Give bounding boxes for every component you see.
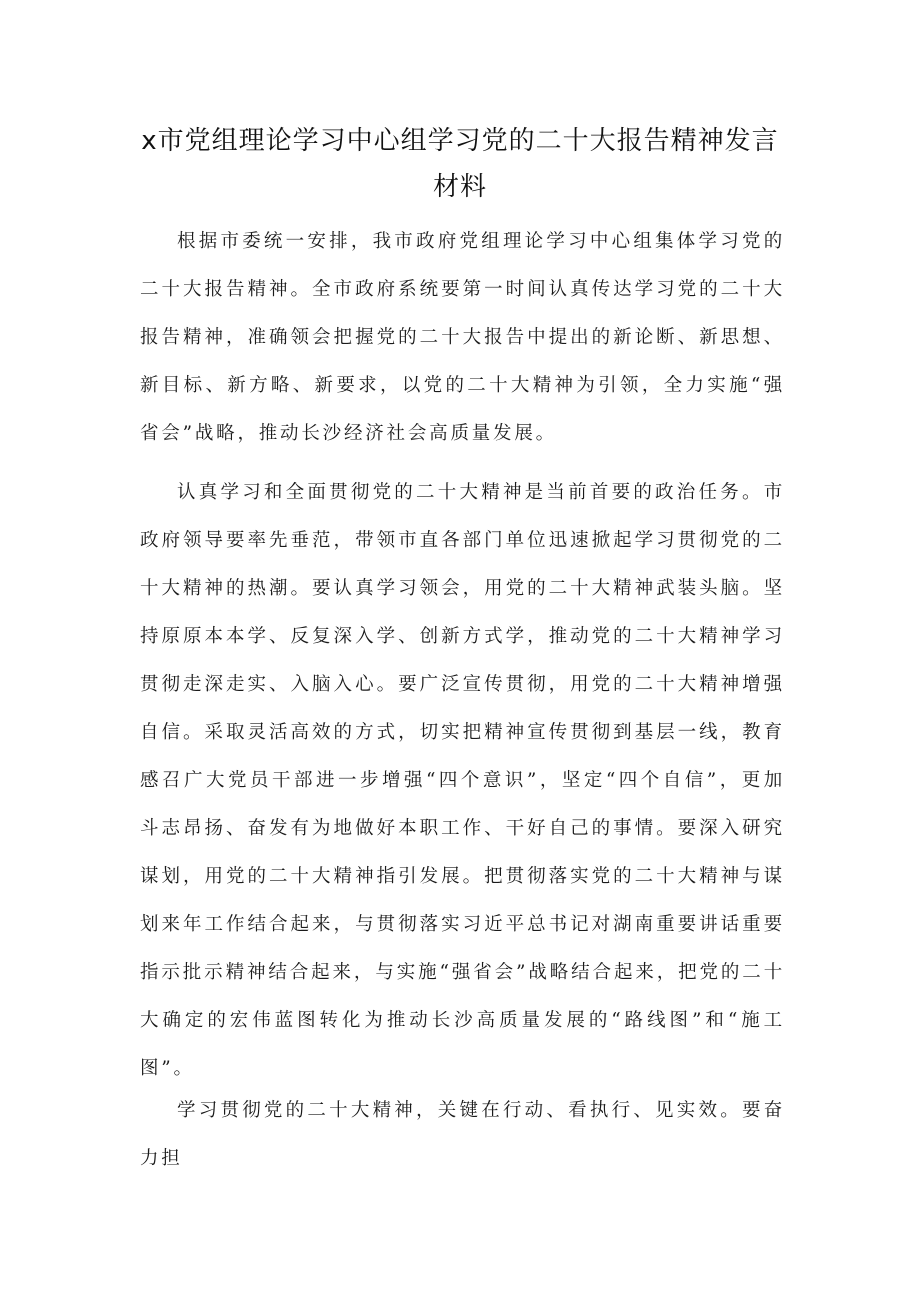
paragraph-2: 认真学习和全面贯彻党的二十大精神是当前首要的政治任务。市政府领导要率先垂范，带领市直各部门单位迅速掀起学习贯彻党的二十大精神的热潮。要认真学习领会，用党的二十大精神武装头脑。坚持原原本本学、反复深入学、创新方式学，推动党的二十大精神学习贯彻走深走实、入脑入心。要广泛宣传贯彻，用党的二十大精神增强自信。采取灵活高效的方式，切实把精神宣传贯彻到基层一线，教育感召广大党员干部进一步增强“四个意识”，坚定“四个自信”，更加斗志昂扬、奋发有为地做好本职工作、干好自己的事情。要深入研究谋划，用党的二十大精神指引发展。把贯彻落实党的二十大精神与谋划来年工作结合起来，与贯彻落实习近平总书记对湖南重要讲话重要指示批示精神结合起来，与实施“强省会”战略结合起来，把党的二十大确定的宏伟蓝图转化为推动长沙高质量发展的“路线图”和“施工图”。: [140, 482, 785, 1079]
document-title: x市党组理论学习中心组学习党的二十大报告精神发言材料: [141, 126, 779, 202]
paragraph-1: 根据市委统一安排，我市政府党组理论学习中心组集体学习党的二十大报告精神。全市政府系统要第一时间认真传达学习党的二十大报告精神，准确领会把握党的二十大报告中提出的新论断、新思想、新目标、新方略、新要求，以党的二十大精神为引领，全力实施“强省会”战略，推动长沙经济社会高质量发展。: [140, 231, 785, 444]
paragraph-3: 学习贯彻党的二十大精神，关键在行动、看执行、见实效。要奋力担: [140, 1100, 785, 1169]
